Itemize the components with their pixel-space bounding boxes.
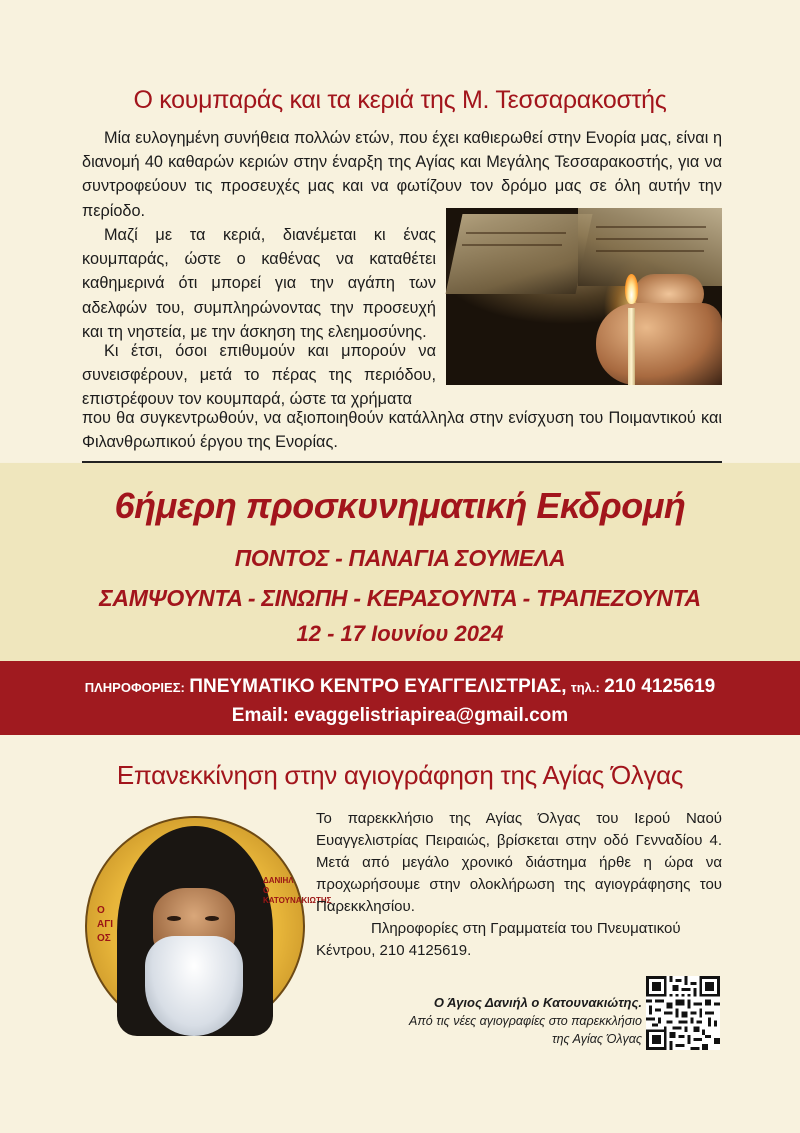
icon-inscription-right: ΔΑΝΙΗΛ Ο ΚΑΤΟΥΝΑΚΙΩΤΗΣ xyxy=(263,876,332,905)
icon-caption xyxy=(320,994,642,1048)
icon-eye xyxy=(167,916,181,921)
section1-paragraph3-continued: που θα συγκεντρωθούν, να αξιοποιηθούν κατάλληλα στην ενίσχυση του Ποιμαντικού και Φιλανθρωπικού έργου της Ενορίας. xyxy=(82,409,722,452)
lower-hand xyxy=(596,303,722,385)
flame-icon xyxy=(625,274,638,304)
section1-title: Ο κουμπαράς και τα κεριά της Μ. Τεσσαρακοστής xyxy=(133,86,667,114)
tour-title: 6ήμερη προσκυνηματική Εκδρομή xyxy=(114,485,686,526)
icon-eye xyxy=(205,916,219,921)
info-phone: 210 4125619 xyxy=(604,676,716,697)
section1-paragraph1: Μία ευλογημένη συνήθεια πολλών ετών, που έχει καθιερωθεί στην Ενορία μας, είναι η διανομή 40 καθαρών κεριών στην έναρξη της Αγίας και Μεγάλης Τεσσαρακοστής, για να συντροφεύουν τις προσευχές μας και να φωτίζουν τον δρόμο μας σε όλη αυτήν την περίοδο. xyxy=(82,129,722,220)
section2-paragraph2: Πληροφορίες στη Γραμματεία του Πνευματικού Κέντρου, 210 4125619. xyxy=(316,920,681,959)
book-left-page xyxy=(445,214,592,294)
candle-icon xyxy=(628,308,635,385)
info-email[interactable]: Email: evaggelistriapirea@gmail.com xyxy=(231,705,569,726)
book-text-line xyxy=(596,250,704,252)
info-phone-label: τηλ.: xyxy=(570,680,600,695)
book-text-line xyxy=(596,226,706,228)
icon-inscription-left: Ο ΑΓΙΟΣ xyxy=(97,905,114,944)
section2-title: Επανεκκίνηση στην αγιογράφηση της Αγίας Όλγας xyxy=(116,760,684,790)
info-organization: ΠΝΕΥΜΑΤΙΚΟ ΚΕΝΤΡΟ ΕΥΑΓΓΕΛΙΣΤΡΙΑΣ, xyxy=(189,676,567,697)
caption-line3: της Αγίας Όλγας xyxy=(551,1032,642,1046)
tour-destination-line2: ΣΑΜΨΟΥΝΤΑ - ΣΙΝΩΠΗ - ΚΕΡΑΣΟΥΝΤΑ - ΤΡΑΠΕΖΟΥΝΤΑ xyxy=(99,585,701,611)
info-label: ΠΛΗΡΟΦΟΡΙΕΣ: xyxy=(84,680,185,695)
candle-book-photo xyxy=(446,208,722,385)
qr-code-icon[interactable] xyxy=(646,976,720,1050)
icon-beard xyxy=(145,936,243,1036)
section1-paragraph3: Κι έτσι, όσοι επιθυμούν και μπορούν να συνεισφέρουν, μετά το πέρας της περιόδου, επιστρέφουν τον κουμπαρά, ώστε τα χρήματα xyxy=(82,342,436,409)
tour-dates: 12 - 17 Ιουνίου 2024 xyxy=(296,621,504,646)
caption-line1: Ο Άγιος Δανιήλ ο Κατουνακιώτης. xyxy=(433,995,642,1010)
section2-paragraph1: Το παρεκκλήσιο της Αγίας Όλγας του Ιερού Ναού Ευαγγελιστρίας Πειραιώς, βρίσκεται στην οδό Γενναδίου 4. Μετά από μεγάλο χρονικό διάστημα ήρθε η ώρα να προχωρήσουμε στην ολοκλήρωση της αγιογράφησης του Παρεκκλησίου. xyxy=(316,810,722,915)
section1-paragraph2: Μαζί με τα κεριά, διανέμεται κι ένας κουμπαράς, ώστε ο καθένας να καταθέτει καθημερινά ότι μπορεί για την αγάπη των αδελφών του, συμπληρώνοντας την προσευχή και τη νηστεία, με την άσκηση της ελεημοσύνης. xyxy=(82,226,436,341)
book-text-line xyxy=(596,238,708,240)
saint-icon-image xyxy=(85,816,332,1036)
info-contact-line xyxy=(0,676,800,698)
book-text-line xyxy=(462,244,562,246)
caption-line2: Από τις νέες αγιογραφίες στο παρεκκλήσιο xyxy=(409,1014,642,1028)
tour-destination-line1: ΠΟΝΤΟΣ - ΠΑΝΑΓΙΑ ΣΟΥΜΕΛΑ xyxy=(234,545,566,571)
book-text-line xyxy=(466,232,566,234)
